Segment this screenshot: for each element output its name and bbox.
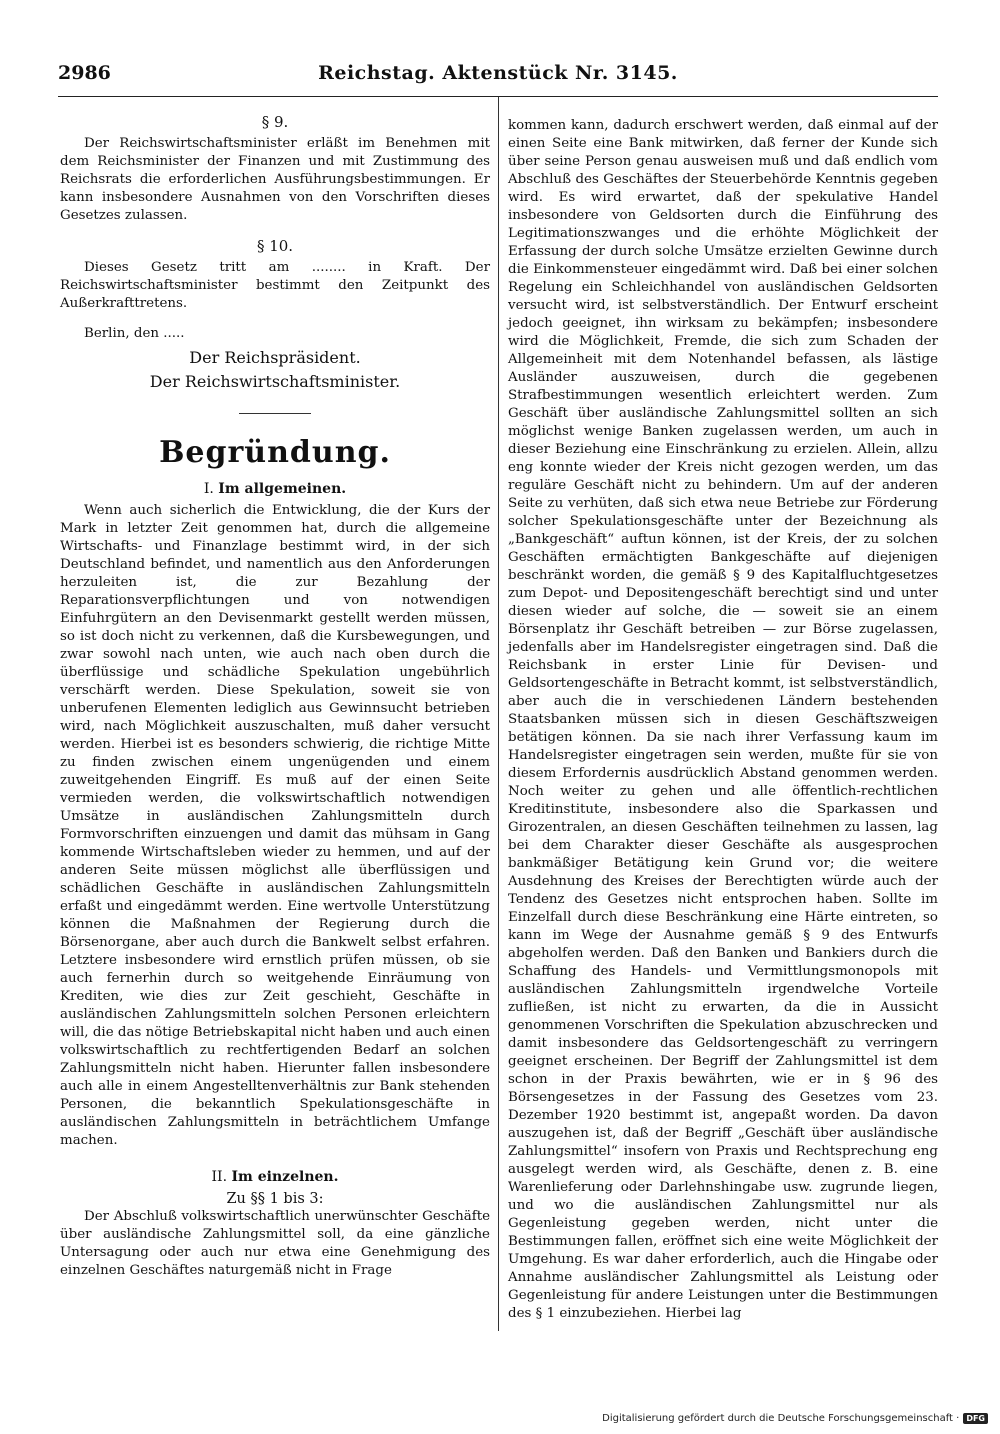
column-divider xyxy=(498,97,499,1331)
left-column xyxy=(60,113,490,1280)
main-title: Begründung. xyxy=(159,435,391,470)
subsection-text: Der Abschluß volkswirtschaftlich unerwünschter Geschäfte über ausländische Zahlungsmittel soll, da eine gänzliche Untersagung oder auch nur etwa eine Genehmigung des einzelnen Geschäftes naturgemäß nicht in Frage xyxy=(60,1209,490,1278)
footer-text: Digitalisierung gefördert durch die Deutsche Forschungsgemeinschaft · xyxy=(602,1413,960,1424)
section-10-heading: § 10. xyxy=(256,237,294,255)
signature-president: Der Reichspräsident. xyxy=(189,348,361,367)
section-10-text: Dieses Gesetz tritt am ........ in Kraft. Der Reichswirtschaftsminister bestimmt den Zeitpunkt des Außerkrafttretens. xyxy=(60,260,490,311)
part-2-number: II. xyxy=(211,1169,228,1185)
page-number: 2986 xyxy=(58,62,111,84)
part-1-text: Wenn auch sicherlich die Entwicklung, die der Kurs der Mark in letzter Zeit genommen hat, durch die allgemeine Wirtschafts- und Finanzlage bestimmt wird, in der sich Deutschland befindet, und namentlich aus den Anforderungen herzuleiten ist, die zur Bezahlung der Reparationsverpflichtungen und von notwendigen Einfuhrgütern an den Devisenmarkt gestellt werden müssen, so ist doch nicht zu verkennen, daß die Kursbewegungen, und zwar sowohl nach unten, wie auch nach oben durch die überflüssige und schädliche Spekulation ungebührlich verschärft werden. Diese Spekulation, soweit sie von unberufenen Elementen lediglich aus Gewinnsucht betrieben wird, nach Möglichkeit auszuschalten, muß daher versucht werden. Hierbei ist es besonders schwierig, die richtige Mitte zu finden zwischen einem ungenügenden und einem zuweitgehenden Eingriff. Es muß auf der einen Seite vermieden werden, die volkswirtschaftlich notwendigen Umsätze in ausländischen Zahlungsmitteln durch Formvorschriften einzuengen und damit das mühsam in Gang kommende Wirtschaftsleben wieder zu hemmen, und auf der anderen Seite müssen möglichst alle überflüssigen und schädlichen Geschäfte in ausländischen Zahlungsmitteln erfaßt und eingedämmt werden. Eine wertvolle Unterstützung können die Maßnahmen der Regierung durch die Börsenorgane, aber auch durch die Bankwelt selbst erfahren. Letztere insbesondere wird ernstlich prüfen müssen, ob sie auch fernerhin durch so weitgehende Einräumung von Krediten, wie dies zur Zeit geschieht, Geschäfte in ausländischen Zahlungsmitteln solchen Personen erleichtern will, die das nötige Betriebskapital nicht haben und auch einen volkswirtschaftlich zu rechtfertigenden Bedarf an solchen Zahlungsmitteln nicht haben. Hierunter fallen insbesondere auch alle in einem Angestelltenverhältnis zur Bank stehenden Personen, die bekanntlich Spekulationsgeschäfte in ausländischen Zahlungsmitteln in beträchtlichem Umfange machen. xyxy=(60,503,490,1148)
section-9-heading: § 9. xyxy=(261,113,289,131)
running-title: Reichstag. Aktenstück Nr. 3145. xyxy=(318,62,678,84)
part-2-title: Im einzelnen. xyxy=(231,1169,339,1185)
signature-minister: Der Reichswirtschaftsminister. xyxy=(149,372,401,391)
part-2-heading xyxy=(60,1168,490,1186)
page-header xyxy=(58,62,938,92)
part-1-title: Im allgemeinen. xyxy=(218,481,347,497)
section-9-text: Der Reichswirtschaftsminister erläßt im Benehmen mit dem Reichsminister der Finanzen und mit Zustimmung des Reichsrats die erforderlichen Ausführungsbestimmungen. Er kann insbesondere Ausnahmen von den Vorschriften dieses Gesetzes zulassen. xyxy=(60,136,490,223)
right-column-text: kommen kann, dadurch erschwert werden, daß einmal auf der einen Seite eine Bank mitwirken, daß ferner der Kunde sich über seine Person genau ausweisen muß und daß endlich vom Abschluß des Geschäftes der Steuerbehörde Kenntnis gegeben wird. Es wird erwartet, daß der spekulative Handel insbesondere von Geldsorten durch die Einführung des Legitimationszwanges und die erhöhte Möglichkeit der Erfassung der durch solche Umsätze erzielten Gewinne durch die Einkommensteuer eingedämmt wird. Daß bei einer solchen Regelung ein Schleichhandel von ausländischen Geldsorten versucht wird, ist selbstverständlich. Der Entwurf erscheint jedoch geeignet, ihn wirksam zu bekämpfen; insbesondere wird die Möglichkeit, Fremde, die sich zum Schaden der Allgemeinheit mit dem Notenhandel befassen, als lästige Ausländer auszuweisen, durch die gegebenen Strafbestimmungen wesentlich erleichtert werden. Zum Geschäft über ausländische Zahlungsmittel sollten an sich möglichst wenige Banken zugelassen werden, um auch in dieser Beziehung eine Einschränkung zu erzielen. Allein, allzu eng konnte wieder der Kreis nicht gezogen werden, um das reguläre Geschäft nicht zu behindern. Um auf der anderen Seite zu verhüten, daß sich etwa neue Betriebe zur Förderung solcher Spekulationsgeschäfte unter der Bezeichnung als „Bankgeschäft“ auftun können, ist der Kreis, der zu solchen Geschäften ermächtigten Bankgeschäfte auf diejenigen beschränkt worden, die gemäß § 9 des Kapitalfluchtgesetzes zum Depot- und Depositengeschäft berechtigt sind und unter diesen wieder auf solche, die — soweit sie an einem Börsenplatz ihr Geschäft betreiben — zur Börse zugelassen, jedenfalls aber im Handelsregister eingetragen sind. Daß die Reichsbank in erster Linie für Devisen- und Geldsortengeschäfte in Betracht kommt, ist selbstverständlich, aber auch die in verschiedenen Ländern bestehenden Staatsbanken müssen sich in diesen Geschäftszweigen betätigen können. Da sie nach ihrer Verfassung kaum im Handelsregister eingetragen sein werden, mußte für sie von diesem Erfordernis ausdrücklich Abstand genommen werden. Noch weiter zu gehen und alle öffentlich-rechtlichen Kreditinstitute, insbesondere also die Sparkassen und Girozentralen, an diesen Geschäften teilnehmen zu lassen, lag bei dem Charakter dieser Geschäfte als ausgesprochen bankmäßiger Betätigung kein Grund vor; die weitere Ausdehnung des Kreises der Berechtigten würde auch der Tendenz des Gesetzes nicht entsprochen haben. Sollte im Einzelfall durch diese Beschränkung eine Härte eintreten, so kann im Wege der Ausnahme gemäß § 9 des Entwurfs abgeholfen werden. Daß den Banken und Bankiers durch die Schaffung des Handels- und Vermittlungsmonopols mit ausländischen Zahlungsmitteln irgendwelche Vorteile zufließen, ist nicht zu erwarten, da die in Aussicht genommenen Vorschriften die Spekulation abzuschrecken und damit insbesondere das Geldsortengeschäft zu verringern geeignet erscheinen. Der Begriff der Zahlungsmittel ist dem schon in der Praxis bewährten, wie er in § 96 des Börsengesetzes in der Fassung des Gesetzes vom 23. Dezember 1920 bestimmt ist, angepaßt worden. Da davon auszugehen ist, daß der Begriff „Geschäft über ausländische Zahlungsmittel“ insofern von Praxis und Rechtsprechung eng ausgelegt werden wird, als Geschäfte, denen z. B. eine Warenlieferung oder Darlehnshingabe usw. zugrunde liegen, und wo die ausländischen Zahlungsmittel nur als Gegenleistung gegeben werden, nicht unter die Bestimmungen fallen, eröffnet sich eine weite Möglichkeit der Umgehung. Es war daher erforderlich, auch die Hingabe oder Annahme ausländischer Zahlungsmittel als Leistung oder Gegenleistung für andere Leistungen unter die Bestimmungen des § 1 einzubeziehen. Hierbei lag xyxy=(508,118,938,1321)
dfg-logo: DFG xyxy=(963,1413,988,1424)
place-date: Berlin, den ..... xyxy=(84,326,185,341)
digitization-footer xyxy=(602,1413,988,1424)
part-1-number: I. xyxy=(203,481,214,497)
part-1-heading xyxy=(60,480,490,498)
subsection-heading: Zu §§ 1 bis 3: xyxy=(226,1191,324,1207)
separator-rule xyxy=(239,413,311,414)
right-column xyxy=(508,117,938,1323)
